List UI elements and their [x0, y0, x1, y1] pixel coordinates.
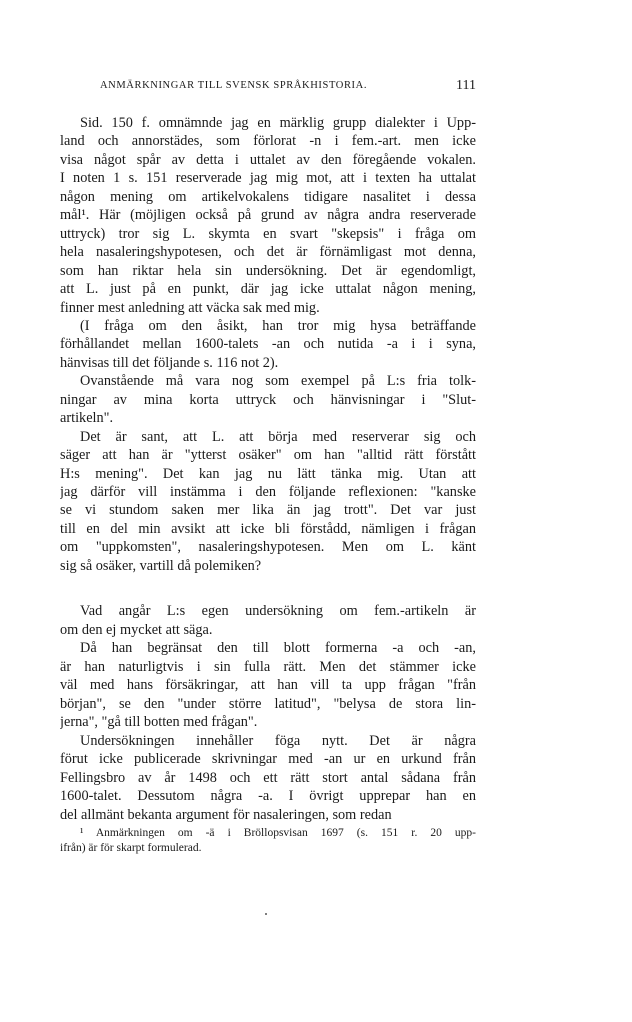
- text-line: om den ej mycket att säga.: [60, 621, 213, 638]
- text-line: ningar av mina korta uttryck och hänvisningar i "Slut-: [60, 391, 476, 408]
- text-line: väl med hans försäkringar, att han vill ta upp frågan "från: [60, 677, 476, 693]
- speck-mark: [265, 913, 267, 915]
- text-line: förhållandet mellan 1600-talets -an och nutida -a i i syna,: [60, 336, 476, 353]
- text-line: Ovanstående må vara nog som exempel på L:s fria tolk-: [80, 373, 476, 390]
- text-line: sig så osäker, vartill då polemiken?: [60, 557, 262, 574]
- text-line: Då han begränsat den till blott formerna -a och -an,: [80, 640, 476, 656]
- text-line: förut icke publicerade skrivningar med -an ur en urkund från: [60, 751, 476, 767]
- footnote-line: ¹ Anmärkningen om -ä i Bröllopsvisan 1697 (s. 151 r. 20 upp-: [80, 827, 476, 839]
- text-line: början", se den "under större latitud", "belysa de stora lin-: [60, 695, 476, 712]
- text-line: jerna", "gå till botten med frågan".: [60, 714, 258, 730]
- text-line: om "uppkomsten", nasaleringshypotesen. Men om L. känt: [60, 539, 476, 556]
- text-line: I noten 1 s. 151 reserverade jag mig mot, att i texten ha uttalat: [60, 170, 476, 187]
- text-line: hänvisas till det följande s. 116 not 2).: [60, 354, 279, 371]
- text-line: är han naturligtvis i sin fulla rätt. Men det stämmer icke: [60, 658, 476, 675]
- text-line: Vad angår L:s egen undersökning om fem.-artikeln är: [80, 603, 476, 619]
- text-line: visa något spår av detta i uttalet av den föregående vokalen.: [60, 151, 476, 168]
- text-line: land och annorstädes, som förlorat -n i fem.-art. men icke: [60, 133, 476, 150]
- footnote-line: ifrån) är för skarpt formulerad.: [60, 841, 202, 854]
- running-header: [60, 80, 476, 100]
- text-line: uttryck) tror sig L. skymta en svart "skepsis" i fråga om: [60, 225, 476, 242]
- text-line: Sid. 150 f. omnämnde jag en märklig grupp dialekter i Upp-: [80, 115, 476, 131]
- text-line: del allmänt bekanta argument för nasaleringen, som redan: [60, 806, 392, 823]
- text-line: jag därför vill instämma i den följande reflexionen: "kanske: [60, 484, 476, 500]
- text-line: att L. just på en punkt, där jag icke uttalat någon mening,: [60, 281, 476, 298]
- running-title: ANMÄRKNINGAR TILL SVENSK SPRÅKHISTORIA.: [100, 80, 368, 91]
- text-line: Undersökningen innehåller föga nytt. Det är några: [80, 732, 476, 749]
- text-line: artikeln".: [60, 410, 114, 427]
- text-line: säger att han är "ytterst osäker" om han "alltid rätt förstått: [60, 447, 476, 464]
- text-line: (I fråga om den åsikt, han tror mig hysa beträffande: [80, 317, 476, 334]
- text-line: någon mening om artikelvokalens tidigare nasalitet i dessa: [60, 188, 476, 205]
- text-line: hela nasaleringshypotesen, och det är förnämligast mot denna,: [60, 244, 476, 261]
- text-line: Fellingsbro av år 1498 och ett rätt stort antal sådana från: [60, 769, 476, 786]
- page-number: 111: [456, 78, 476, 93]
- text-line: till en del min avsikt att icke bli förstådd, nämligen i frågan: [60, 520, 476, 537]
- text-line: som han riktar hela sin undersökning. Det är egendomligt,: [60, 262, 476, 279]
- text-line: se vi stundom saken mer lika än jag trott". Det var just: [60, 502, 476, 519]
- text-line: finner mest anledning att väcka sak med mig.: [60, 299, 320, 316]
- text-line: H:s mening". Det kan jag nu lätt tänka mig. Utan att: [60, 465, 476, 482]
- text-line: 1600-talet. Dessutom några -a. I övrigt upprepar han en: [60, 788, 476, 804]
- text-line: Det är sant, att L. att börja med reserverar sig och: [80, 428, 476, 445]
- text-line: mål¹. Här (möjligen också på grund av några andra reserverade: [60, 207, 476, 224]
